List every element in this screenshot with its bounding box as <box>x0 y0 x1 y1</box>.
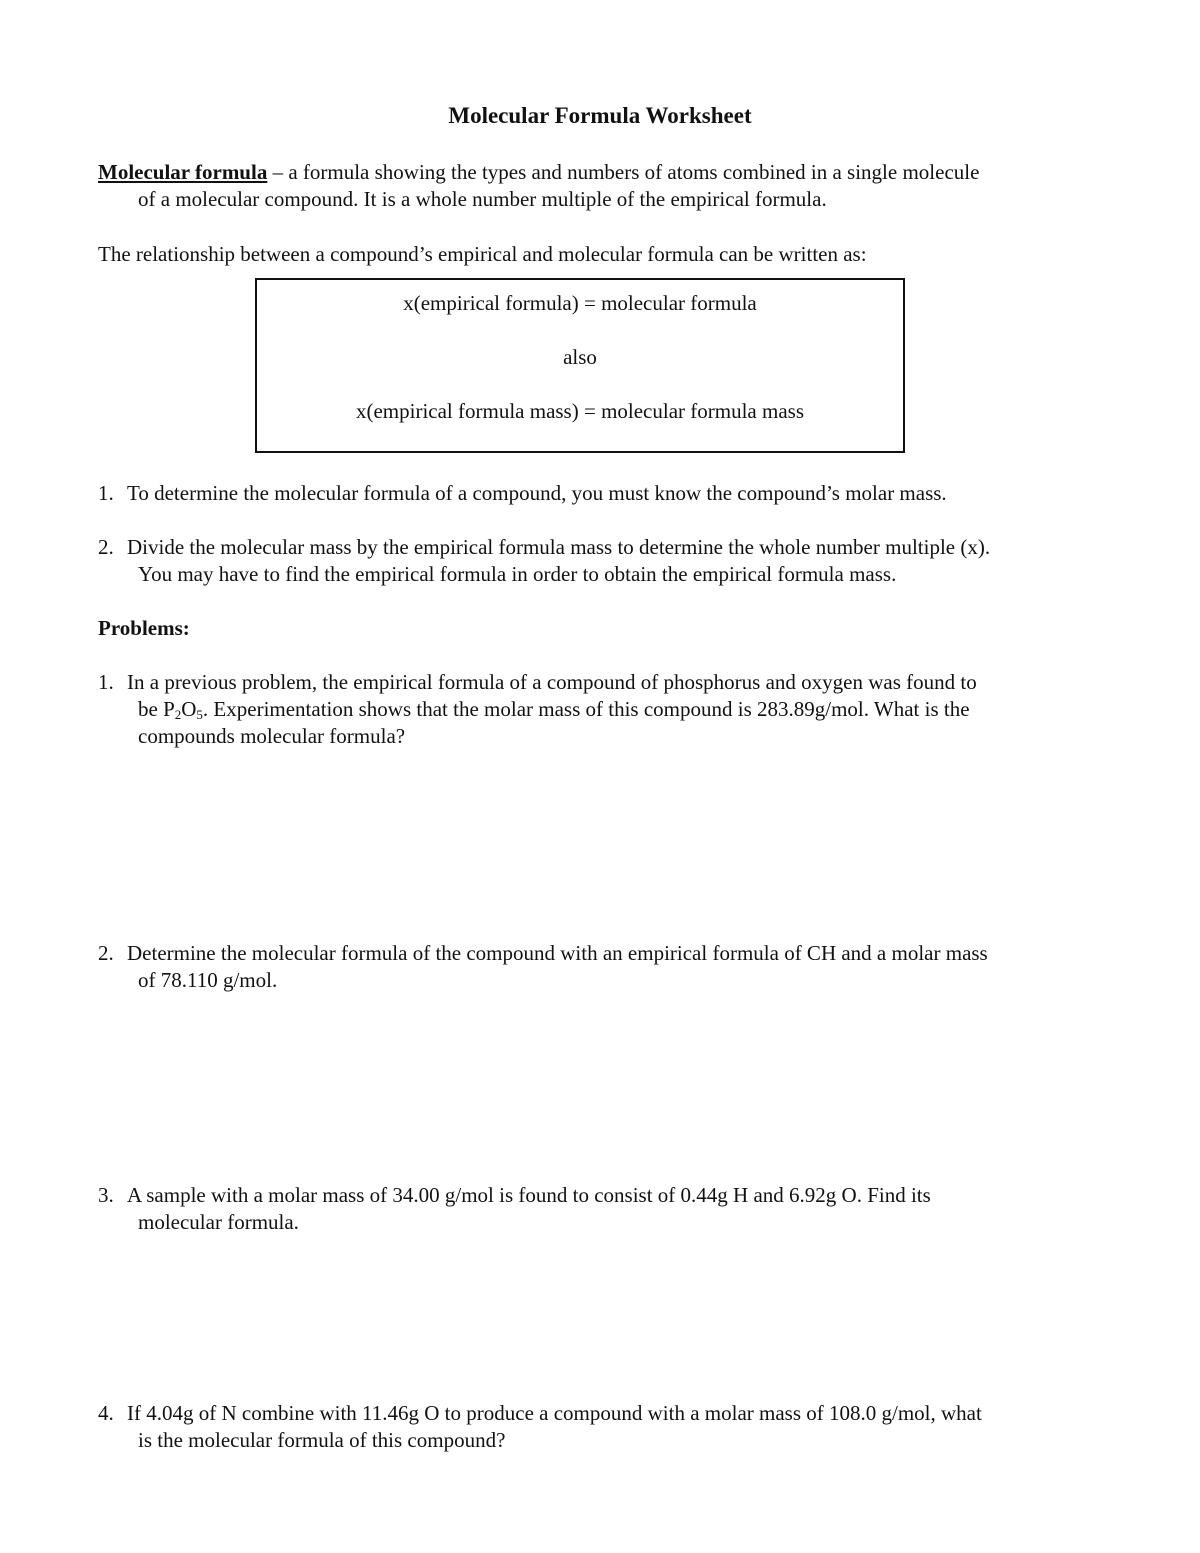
step-item <box>98 534 1108 588</box>
problem-item <box>98 940 1108 994</box>
definition-line-2: of a molecular compound. It is a whole number multiple of the empirical formula. <box>138 187 827 211</box>
problem-text: Determine the molecular formula of the compound with an empirical formula of CH and a molar mass <box>127 941 988 965</box>
step-number: 2. <box>98 535 114 559</box>
problem-number: 1. <box>98 670 114 694</box>
problem-item <box>98 669 1108 750</box>
subscript: 5 <box>196 707 203 722</box>
problem-number: 3. <box>98 1183 114 1207</box>
definition-term: Molecular formula <box>98 160 268 184</box>
definition-paragraph <box>98 159 1108 213</box>
problems-heading: Problems: <box>98 616 190 640</box>
page-title: Molecular Formula Worksheet <box>448 103 752 128</box>
formula-line-2: x(empirical formula mass) = molecular formula mass <box>355 399 805 423</box>
problem-text-continued: compounds molecular formula? <box>138 724 406 748</box>
step-text: Divide the molecular mass by the empirical formula mass to determine the whole number multiple (x). <box>127 535 991 559</box>
problem-text-part: . Experimentation shows that the molar mass of this compound is 283.89g/mol. What is the <box>202 697 970 721</box>
problem-item <box>98 1400 1108 1454</box>
problem-text-part: O <box>181 697 197 721</box>
problem-text: A sample with a molar mass of 34.00 g/mol is found to consist of 0.44g H and 6.92g O. Find its <box>127 1183 931 1207</box>
problem-text-continued: of 78.110 g/mol. <box>138 968 278 992</box>
problem-number: 4. <box>98 1401 114 1425</box>
relationship-intro: The relationship between a compound’s empirical and molecular formula can be written as: <box>98 242 867 266</box>
problem-text-continued: is the molecular formula of this compound? <box>138 1428 506 1452</box>
definition-line-1 <box>98 159 1108 186</box>
problem-text-continued <box>127 696 1108 723</box>
step-number: 1. <box>98 481 114 505</box>
definition-text-1: – a formula showing the types and numbers of atoms combined in a single molecule <box>267 160 980 184</box>
problem-text-continued: molecular formula. <box>138 1210 299 1234</box>
problem-text-part: be P <box>138 697 175 721</box>
formula-box <box>255 278 905 453</box>
step-text: To determine the molecular formula of a compound, you must know the compound’s molar mass. <box>127 481 947 505</box>
problem-number: 2. <box>98 941 114 965</box>
problem-item <box>98 1182 1108 1236</box>
formula-line-also: also <box>563 345 597 369</box>
subscript: 2 <box>174 707 182 722</box>
problem-text: If 4.04g of N combine with 11.46g O to produce a compound with a molar mass of 108.0 g/mol, what <box>127 1401 982 1425</box>
problem-text: In a previous problem, the empirical formula of a compound of phosphorus and oxygen was found to <box>127 670 977 694</box>
formula-line-1: x(empirical formula) = molecular formula <box>403 291 757 315</box>
step-text-continued: You may have to find the empirical formula in order to obtain the empirical formula mass. <box>138 562 897 586</box>
step-item <box>98 480 1108 507</box>
